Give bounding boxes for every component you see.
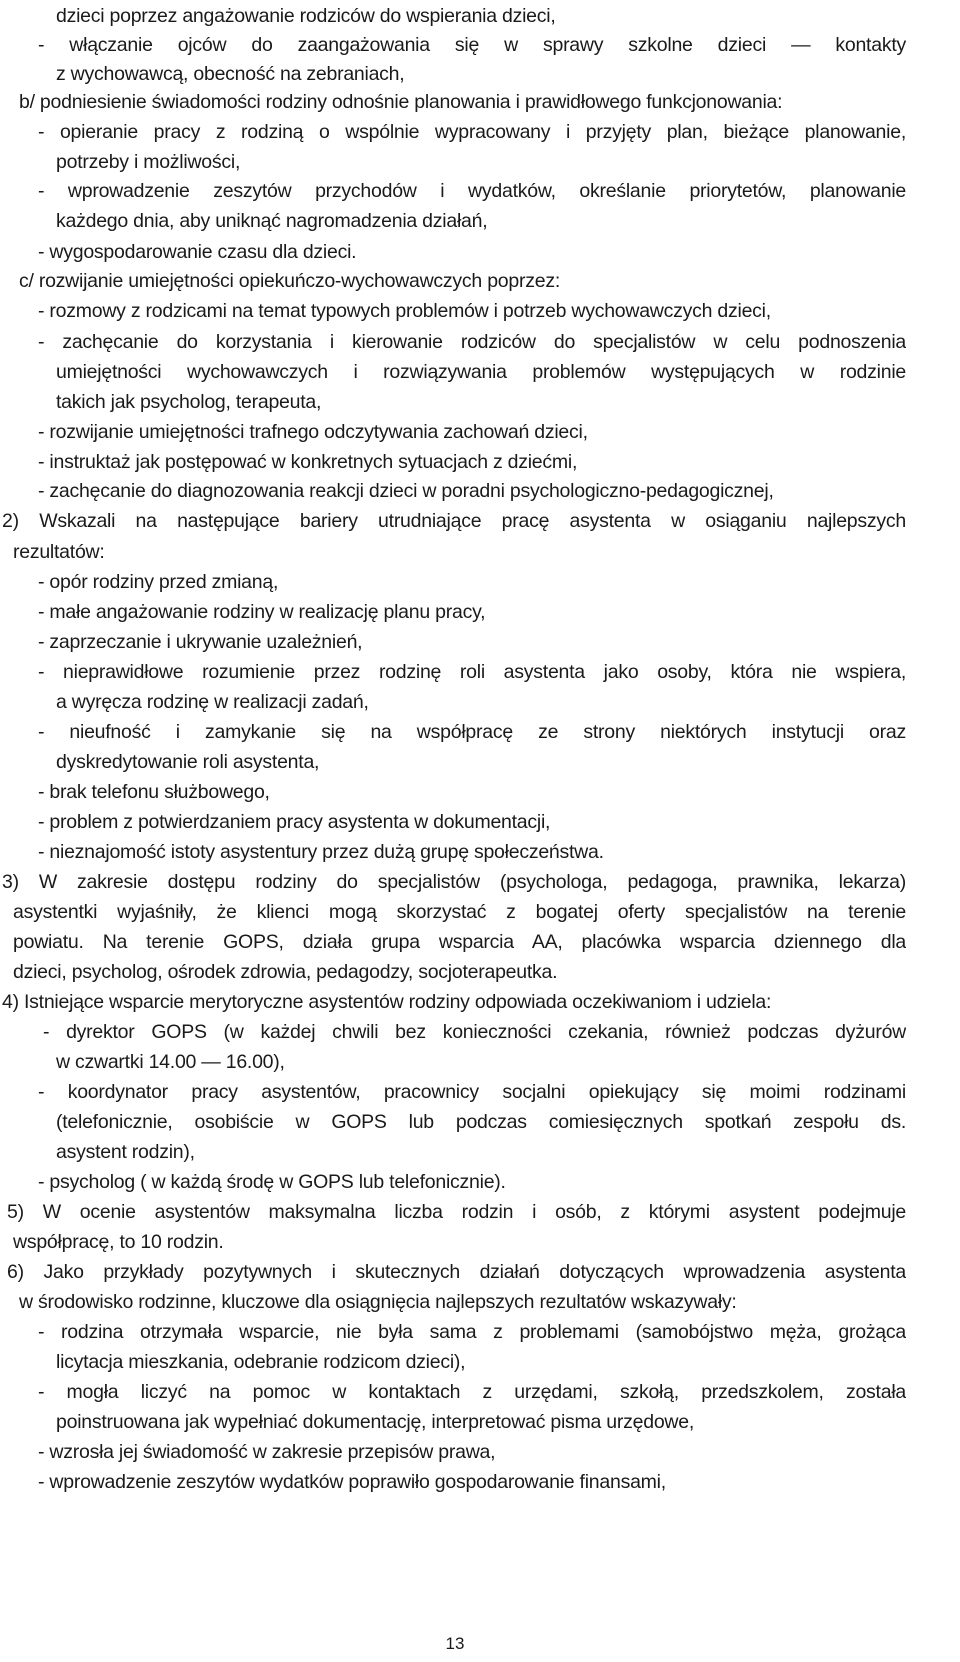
text-line: poinstruowana jak wypełniać dokumentację, interpretować pisma urzędowe, <box>56 1411 695 1433</box>
text-line: - zachęcanie do diagnozowania reakcji dzieci w poradni psychologiczno-pedagogicznej, <box>38 480 774 502</box>
text-line: asystent rodzin), <box>56 1141 195 1163</box>
text-line: c/ rozwijanie umiejętności opiekuńczo-wychowawczych poprzez: <box>19 270 560 292</box>
text-line: każdego dnia, aby uniknąć nagromadzenia działań, <box>56 210 488 232</box>
text-line: dyskredytowanie roli asystenta, <box>56 751 320 773</box>
text-line: - zaprzeczanie i ukrywanie uzależnień, <box>38 631 363 653</box>
text-line: - nieprawidłowe rozumienie przez rodzinę roli asystenta jako osoby, która nie wspiera, <box>38 661 906 683</box>
text-line: - opieranie pracy z rodziną o wspólnie wypracowany i przyjęty plan, bieżące planowanie, <box>38 121 906 143</box>
text-line: - mogła liczyć na pomoc w kontaktach z urzędami, szkołą, przedszkolem, została <box>38 1381 906 1403</box>
text-line: z wychowawcą, obecność na zebraniach, <box>56 63 405 85</box>
text-line: licytacja mieszkania, odebranie rodzicom dzieci), <box>56 1351 466 1373</box>
text-line: 5) W ocenie asystentów maksymalna liczba rodzin i osób, z którymi asystent podejmuje <box>7 1201 906 1223</box>
text-line: - koordynator pracy asystentów, pracownicy socjalni opiekujący się moimi rodzinami <box>38 1081 906 1103</box>
text-line: - włączanie ojców do zaangażowania się w sprawy szkolne dzieci — kontakty <box>38 34 906 56</box>
text-line: dzieci, psycholog, ośrodek zdrowia, pedagodzy, socjoterapeutka. <box>13 961 558 983</box>
text-line: - opór rodziny przed zmianą, <box>38 571 279 593</box>
text-line: - problem z potwierdzaniem pracy asystenta w dokumentacji, <box>38 811 551 833</box>
text-line: - nieufność i zamykanie się na współpracę ze strony niektórych instytucji oraz <box>38 721 906 743</box>
text-line: - nieznajomość istoty asystentury przez dużą grupę społeczeństwa. <box>38 841 604 863</box>
text-line: - rozmowy z rodzicami na temat typowych problemów i potrzeb wychowawczych dzieci, <box>38 300 771 322</box>
text-line: takich jak psycholog, terapeuta, <box>56 391 322 413</box>
text-line: - wprowadzenie zeszytów przychodów i wydatków, określanie priorytetów, planowanie <box>38 180 906 202</box>
text-line: - wprowadzenie zeszytów wydatków poprawiło gospodarowanie finansami, <box>38 1471 666 1493</box>
text-line: - małe angażowanie rodziny w realizację planu pracy, <box>38 601 486 623</box>
text-line: - wygospodarowanie czasu dla dzieci. <box>38 241 357 263</box>
text-line: - rozwijanie umiejętności trafnego odczytywania zachowań dzieci, <box>38 421 588 443</box>
page-number: 13 <box>445 1634 465 1653</box>
text-line: asystentki wyjaśniły, że klienci mogą skorzystać z bogatej oferty specjalistów na terenie <box>13 901 906 923</box>
text-line: - brak telefonu służbowego, <box>38 781 270 803</box>
text-line: - wzrosła jej świadomość w zakresie przepisów prawa, <box>38 1441 496 1463</box>
text-line: (telefonicznie, osobiście w GOPS lub podczas comiesięcznych spotkań zespołu ds. <box>56 1111 906 1133</box>
text-line: - psycholog ( w każdą środę w GOPS lub telefonicznie). <box>38 1171 506 1193</box>
text-line: 6) Jako przykłady pozytywnych i skutecznych działań dotyczących wprowadzenia asystenta <box>7 1261 906 1283</box>
text-line: a wyręcza rodzinę w realizacji zadań, <box>56 691 369 713</box>
text-line: w czwartki 14.00 — 16.00), <box>56 1051 285 1073</box>
text-line: 2) Wskazali na następujące bariery utrudniające pracę asystenta w osiąganiu najlepszych <box>2 510 906 532</box>
text-line: w środowisko rodzinne, kluczowe dla osiągnięcia najlepszych rezultatów wskazywały: <box>19 1291 737 1313</box>
text-line: dzieci poprzez angażowanie rodziców do wspierania dzieci, <box>56 5 556 27</box>
text-line: - instruktaż jak postępować w konkretnych sytuacjach z dziećmi, <box>38 451 578 473</box>
text-line: współpracę, to 10 rodzin. <box>13 1231 224 1253</box>
text-line: 4) Istniejące wsparcie merytoryczne asystentów rodziny odpowiada oczekiwaniom i udziela: <box>2 991 772 1013</box>
text-line: - zachęcanie do korzystania i kierowanie rodziców do specjalistów w celu podnoszenia <box>38 331 906 353</box>
text-line: b/ podniesienie świadomości rodziny odnośnie planowania i prawidłowego funkcjonowania: <box>19 91 783 113</box>
text-line: umiejętności wychowawczych i rozwiązywania problemów występujących w rodzinie <box>56 361 906 383</box>
text-line: rezultatów: <box>13 541 105 563</box>
text-line: - rodzina otrzymała wsparcie, nie była sama z problemami (samobójstwo męża, grożąca <box>38 1321 906 1343</box>
text-line: 3) W zakresie dostępu rodziny do specjalistów (psychologa, pedagoga, prawnika, lekarza) <box>2 871 906 893</box>
text-line: - dyrektor GOPS (w każdej chwili bez konieczności czekania, również podczas dyżurów <box>43 1021 906 1043</box>
text-line: potrzeby i możliwości, <box>56 151 241 173</box>
text-line: powiatu. Na terenie GOPS, działa grupa wsparcia AA, placówka wsparcia dziennego dla <box>13 931 906 953</box>
